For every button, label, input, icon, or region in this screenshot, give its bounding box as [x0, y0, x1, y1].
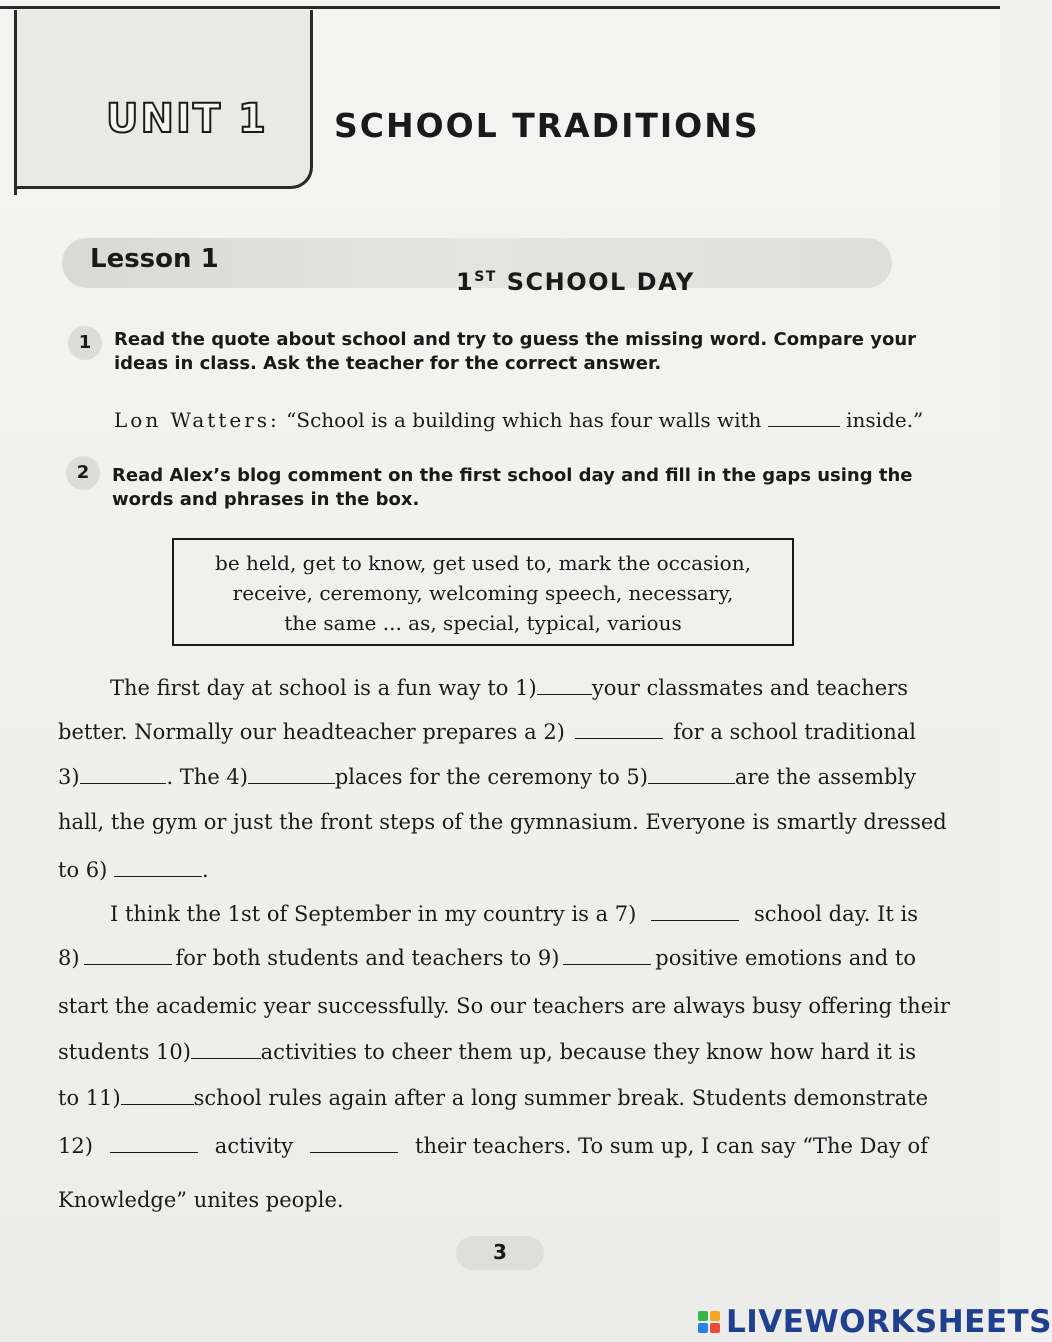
passage-line-4: hall, the gym or just the front steps of the gymnasium. Everyone is smartly dressed [58, 810, 947, 834]
gap-12b-input[interactable] [310, 1151, 398, 1153]
passage-line-9: students 10) activities to cheer them up, because they know how hard it is [58, 1040, 916, 1064]
passage-line-7: 8) for both students and teachers to 9) positive emotions and to [58, 946, 916, 970]
exercise-1-number: 1 [68, 326, 102, 360]
unit-label: UNIT 1 [106, 96, 268, 142]
passage-line-6: I think the 1st of September in my country is a 7) school day. It is [110, 902, 918, 926]
word-box: be held, get to know, get used to, mark the occasion, receive, ceremony, welcoming speech, necessary, the same ... as, special, typical, various [172, 538, 794, 646]
exercise-2-number: 2 [66, 456, 100, 490]
gap-9-input[interactable] [563, 963, 651, 965]
gap-12a-input[interactable] [110, 1151, 198, 1153]
passage-line-8: start the academic year successfully. So our teachers are always busy offering their [58, 994, 950, 1018]
gap-7-input[interactable] [651, 919, 739, 921]
exercise-1-instruction: Read the quote about school and try to guess the missing word. Compare your ideas in class. Ask the teacher for the correct answer. [114, 329, 917, 374]
exercise-2-instruction: Read Alex’s blog comment on the first school day and fill in the gaps using the words and phrases in the box. [112, 465, 913, 510]
passage-line-2: better. Normally our headteacher prepares a 2) for a school traditional [58, 720, 916, 744]
passage-line-3: 3) . The 4) places for the ceremony to 5) are the assembly [58, 765, 917, 789]
page-number: 3 [493, 1240, 507, 1264]
passage-line-1: The first day at school is a fun way to 1) your classmates and teachers [110, 676, 908, 700]
quote-line: Lon Watters: “School is a building which has four walls with inside.” [114, 408, 924, 432]
gap-4-input[interactable] [248, 782, 335, 784]
gap-10-input[interactable] [191, 1057, 261, 1059]
gap-6-input[interactable] [114, 875, 202, 877]
gap-3-input[interactable] [80, 782, 167, 784]
lesson-label: Lesson 1 [90, 244, 219, 274]
lesson-title: 1ST SCHOOL DAY [456, 268, 695, 296]
quote-author: Lon Watters: [114, 408, 280, 432]
gap-2-input[interactable] [575, 737, 663, 739]
unit-tab-border [14, 10, 17, 195]
passage-line-5: to 6) . [58, 858, 209, 882]
gap-8-input[interactable] [84, 963, 172, 965]
gap-5-input[interactable] [648, 782, 735, 784]
gap-1-input[interactable] [537, 693, 592, 695]
unit-title: SCHOOL TRADITIONS [334, 106, 760, 145]
liveworksheets-icon [698, 1311, 720, 1333]
quote-gap-input[interactable] [768, 425, 840, 427]
passage-line-10: to 11) school rules again after a long summer break. Students demonstrate [58, 1086, 928, 1110]
passage-line-12: Knowledge” unites people. [58, 1188, 344, 1212]
gap-11-input[interactable] [121, 1103, 194, 1105]
liveworksheets-logo: LIVEWORKSHEETS [698, 1304, 1052, 1340]
top-border [0, 6, 1000, 9]
passage-line-11: 12) activity their teachers. To sum up, I can say “The Day of [58, 1134, 928, 1158]
